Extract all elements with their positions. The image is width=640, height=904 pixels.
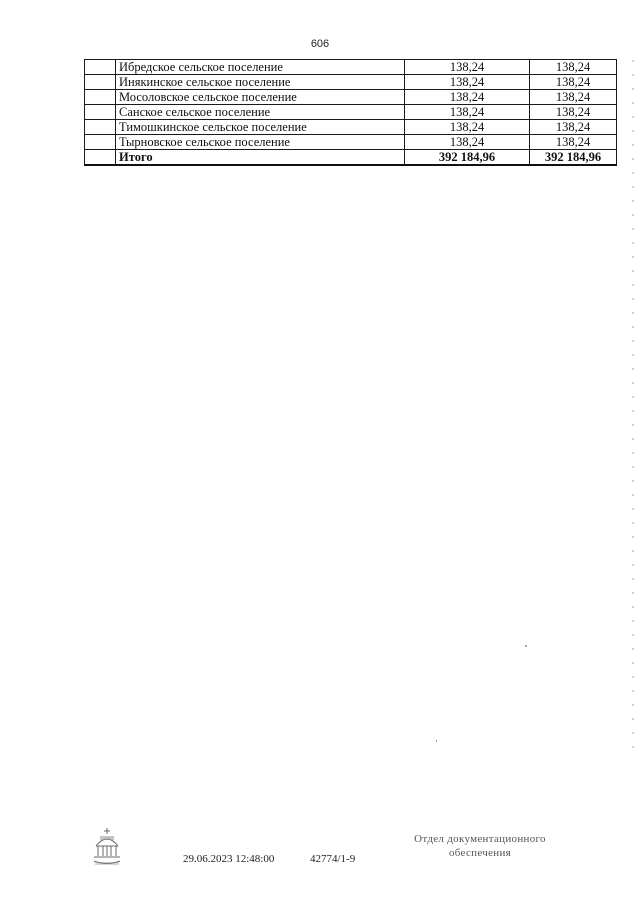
value-2: 138,24 <box>530 90 617 105</box>
table-row <box>85 90 617 105</box>
value-2: 138,24 <box>530 105 617 120</box>
table-row <box>85 105 617 120</box>
value-2: 138,24 <box>530 60 617 75</box>
total-label: Итого <box>116 150 405 166</box>
settlement-name: Тырновское сельское поселение <box>116 135 405 150</box>
settlement-name: Ибредское сельское поселение <box>116 60 405 75</box>
footer-date: 29.06.2023 12:48:00 <box>183 853 275 865</box>
table-row <box>85 120 617 135</box>
value-2: 138,24 <box>530 135 617 150</box>
scan-speck <box>436 740 437 742</box>
footer-doc-id: 42774/1-9 <box>310 853 356 865</box>
value-1: 138,24 <box>405 105 530 120</box>
value-1: 138,24 <box>405 60 530 75</box>
stamp-line-1: Отдел документационного <box>414 833 546 845</box>
row-number-cell <box>85 60 116 75</box>
scan-edge-marks <box>632 60 634 760</box>
table-row <box>85 75 617 90</box>
table-row <box>85 60 617 75</box>
row-number-cell <box>85 150 116 166</box>
row-number-cell <box>85 90 116 105</box>
row-number-cell <box>85 135 116 150</box>
page-number: 606 <box>310 38 330 50</box>
total-row <box>85 150 617 166</box>
row-number-cell <box>85 75 116 90</box>
budget-table <box>84 59 617 166</box>
table-body <box>85 60 617 166</box>
value-1: 138,24 <box>405 135 530 150</box>
row-number-cell <box>85 120 116 135</box>
settlement-name: Инякинское сельское поселение <box>116 75 405 90</box>
scan-speck <box>525 645 527 647</box>
settlement-name: Санское сельское поселение <box>116 105 405 120</box>
coat-of-arms-icon <box>90 826 124 868</box>
table-row <box>85 135 617 150</box>
value-1: 138,24 <box>405 75 530 90</box>
value-1: 138,24 <box>405 120 530 135</box>
total-value-1: 392 184,96 <box>405 150 530 166</box>
value-2: 138,24 <box>530 120 617 135</box>
settlement-name: Мосоловское сельское поселение <box>116 90 405 105</box>
value-1: 138,24 <box>405 90 530 105</box>
value-2: 138,24 <box>530 75 617 90</box>
settlement-name: Тимошкинское сельское поселение <box>116 120 405 135</box>
row-number-cell <box>85 105 116 120</box>
department-stamp <box>395 832 565 860</box>
total-value-2: 392 184,96 <box>530 150 617 166</box>
stamp-line-2: обеспечения <box>448 847 512 859</box>
